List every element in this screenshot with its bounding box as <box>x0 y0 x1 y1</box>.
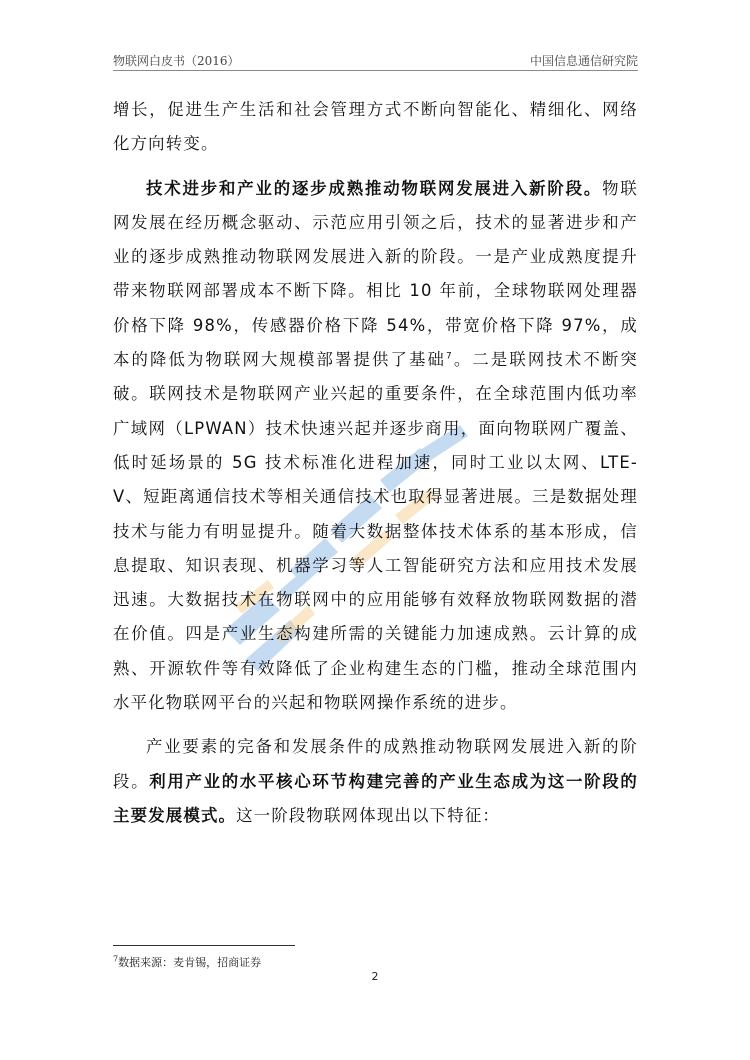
paragraph-industry-elements <box>113 730 638 833</box>
page-number: 2 <box>371 970 379 983</box>
paragraph-technology-progress <box>113 172 638 721</box>
header-organization: 中国信息通信研究院 <box>529 54 638 68</box>
footnote <box>113 954 261 970</box>
paragraph-2-lead: 技术进步和产业的逐步成熟推动物联网发展进入新阶段。 <box>146 178 603 198</box>
paragraph-continuation <box>113 93 638 162</box>
page-body <box>113 93 638 833</box>
paragraph-3-tail: 这一阶段物联网体现出以下特征： <box>236 805 500 825</box>
page-header <box>113 50 638 72</box>
footnote-text: 数据来源：麦肯锡，招商证券 <box>118 956 262 969</box>
footnote-reference[interactable]: 7 <box>446 351 453 362</box>
paragraph-2-text-a: 物联网发展在经历概念驱动、示范应用引领之后，技术的显著进步和产业的逐步成熟推动物联网发展进入新的阶段。一是产业成熟度提升带来物联网部署成本不断下降。相比 10 年前，全球物联网处理器价格下降 98%，传感器价格下降 54%，带宽价格下降 97%，成本的降低为物联网大规模部署提供了基础 <box>113 178 638 370</box>
paragraph-3-emphasis: 利用产业的水平核心环节构建完善的产业生态成为这一阶段的主要发展模式。 <box>113 771 638 825</box>
paragraph-2-text-b: 。二是联网技术不断突破。联网技术是物联网产业兴起的重要条件，在全球范围内低功率广域网（LPWAN）技术快速兴起并逐步商用，面向物联网广覆盖、低时延场景的 5G 技术标准化进程加速，同时工业以太网、LTE-V、短距离通信技术等相关通信技术也取得显著进展。三是数据处理技术与能力有明显提升。随着大数据整体技术体系的基本形成，信息提取、知识表现、机器学习等人工智能研究方法和应用技术发展迅速。大数据技术在物联网中的应用能够有效释放物联网数据的潜在价值。四是产业生态构建所需的关键能力加速成熟。云计算的成熟、开源软件等有效降低了企业构建生态的门槛，推动全球范围内水平化物联网平台的兴起和物联网操作系统的进步。 <box>113 350 639 713</box>
paragraph-3-text: 产业要素的完备和发展条件的成熟推动物联网发展进入新的阶段。 <box>113 737 638 791</box>
header-document-title: 物联网白皮书（2016） <box>113 54 240 68</box>
header-rule <box>113 70 638 71</box>
footnote-marker: 7 <box>113 954 119 964</box>
footnote-separator <box>113 945 295 946</box>
paragraph-1-text: 增长，促进生产生活和社会管理方式不断向智能化、精细化、网络化方向转变。 <box>113 100 638 154</box>
